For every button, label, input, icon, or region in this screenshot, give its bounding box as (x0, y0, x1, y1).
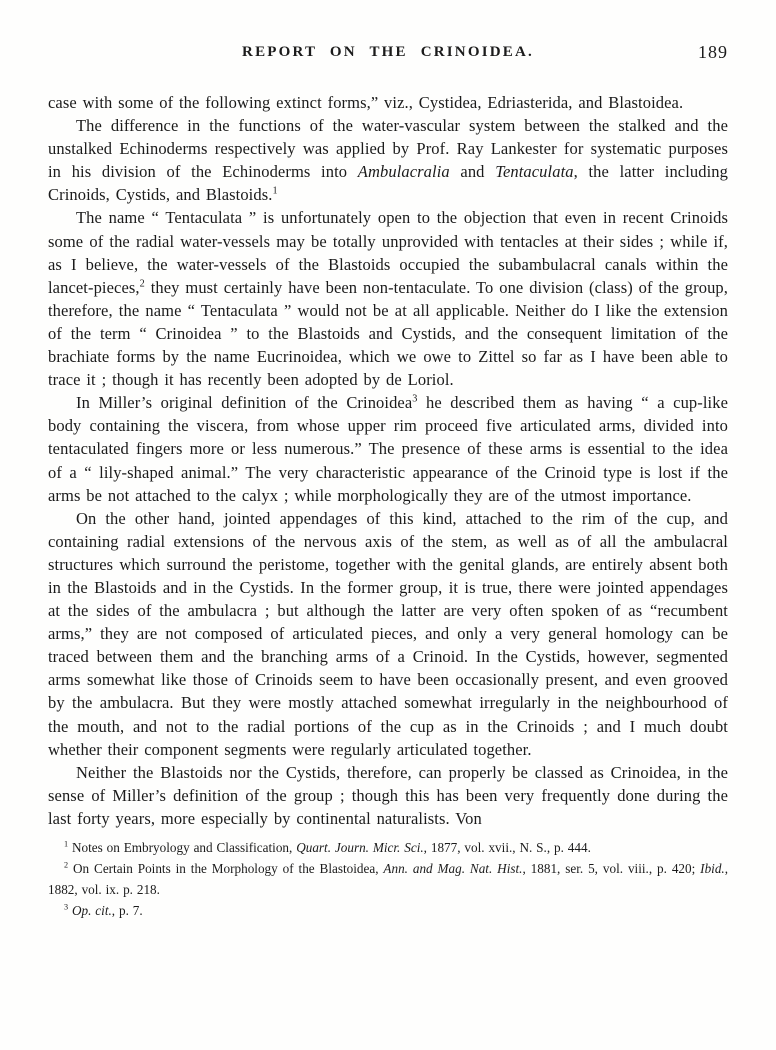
footnote: $^2$ On Certain Points in the Morphology of the Blastoidea, Ann. and Mag. Nat. Hist., 1881, ser. 5, vol. viii., p. 420; Ibid., 1882, vol. ix. p. 218. (48, 860, 729, 897)
footnote: $^3$ Op. cit., p. 7. (64, 902, 143, 918)
page-title: REPORT ON THE CRINOIDEA. (242, 44, 534, 60)
footnote: $^1$ Notes on Embryology and Classification, Quart. Journ. Micr. Sci., 1877, vol. xvii., N. S., p. 444. (64, 839, 591, 855)
paragraph: In Miller’s original definition of the Crinoidea$^3$ he described them as having “ a cup-like body containing the viscera, from whose upper rim proceed five articulated arms, divided into tentaculated fingers more or less numerous.” The presence of these arms is essential to the idea of a “ lily-shaped animal.” The very characteristic appearance of the Crinoid type is lost if the arms be not attached to the calyx ; while morphologically they are of the utmost importance. (48, 393, 729, 505)
paragraph: The difference in the functions of the water-vascular system between the stalked and the unstalked Echinoderms respectively was applied by Prof. Ray Lankester for systematic purposes in his division of the Echinoderms into Ambulacralia and Tentaculata, the latter including Crinoids, Cystids, and Blastoids.$^1$ (48, 116, 728, 205)
paragraph: The name “ Tentaculata ” is unfortunately open to the objection that even in recent Crinoids some of the radial water-vessels may be totally unprovided with tentacles at their sides ; while if, as I believe, the water-vessels of the Blastoids occupied the subambulacral canals within the lancet-pieces,$^2$ they must certainly have been non-tentaculate. To one division (class) of the group, therefore, the name “ Tentaculata ” would not be at all applicable. Neither do I like the extension of the term “ Crinoidea ” to the Blastoids and Cystids, and the consequent limitation of the brachiate forms by the name Eucrinoidea, which we owe to Zittel so far as I have been able to trace it ; though it has recently been adopted by de Loriol. (48, 208, 728, 390)
running-head (48, 44, 728, 66)
paragraph: On the other hand, jointed appendages of this kind, attached to the rim of the cup, and containing radial extensions of the nervous axis of the stem, as well as of all the ambulacral structures which surround the peristome, together with the genital glands, are entirely absent both in the Blastoids and in the Cystids. In the former group, it is true, there were jointed appendages at the sides of the ambulacra ; but although the latter are very often spoken of as “recumbent arms,” they are not composed of articulated pieces, and only a very general homology can be traced between them and the branching arms of a Crinoid. In the Cystids, however, segmented arms somewhat like those of Crinoids seem to have been occasionally present, and even grooved by the ambulacra. But they were mostly attached somewhat irregularly in the neighbourhood of the mouth, and not to the radial portions of the cup as in the Crinoids ; and I much doubt whether their component segments were regularly articulated together. (48, 508, 728, 759)
footnotes (48, 837, 728, 921)
paragraph: case with some of the following extinct forms,” viz., Cystidea, Edriasterida, and Blastoidea. (48, 93, 684, 112)
body-text (48, 91, 728, 830)
page-number: 189 (698, 42, 728, 62)
paragraph: Neither the Blastoids nor the Cystids, therefore, can properly be classed as Crinoidea, in the sense of Miller’s definition of the group ; though this has been very frequently done during the last forty years, more especially by continental naturalists. Von (48, 762, 728, 828)
